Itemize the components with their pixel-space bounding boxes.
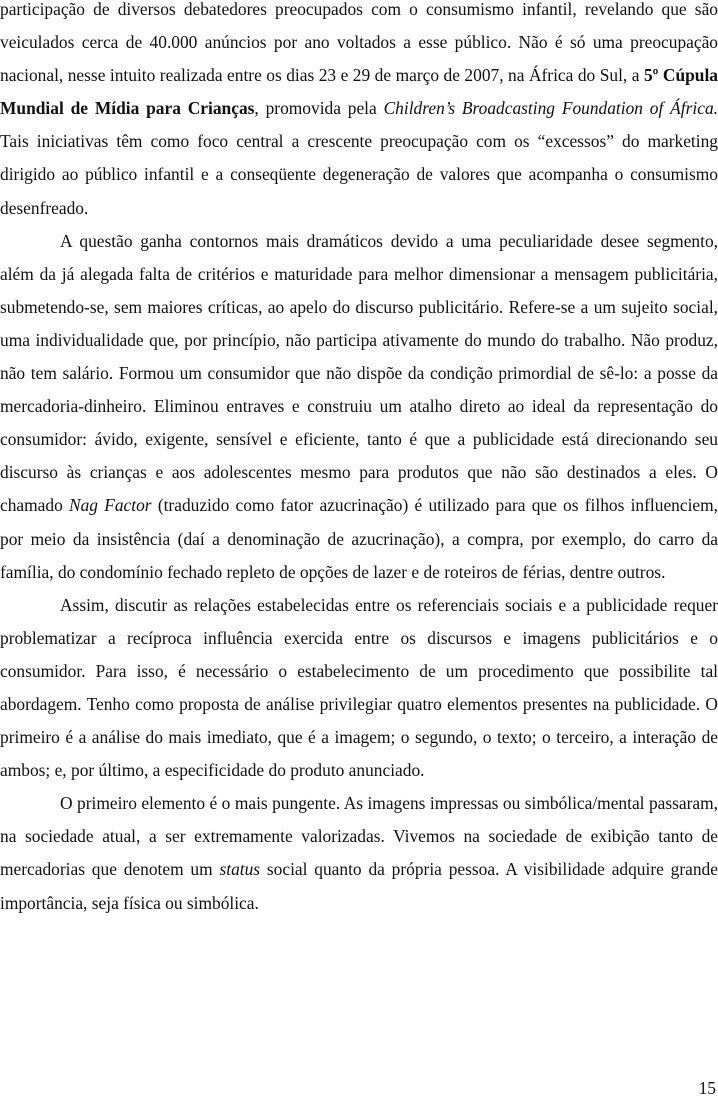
text-run: A questão ganha contornos mais dramáticos devido a uma peculiaridade desee segmento, além da já alegada falta de critérios e maturidade para melhor dimensionar a mensagem publicitária, submetendo-se, sem maiores críticas, ao apelo do discurso publicitário. Refere-se a um sujeito social, uma individualidade que, por princípio, não participa ativamente do mundo do trabalho. Não produz, não tem salário. Formou um consumidor que não dispõe da condição primordial de sê-lo: a posse da mercadoria-dinheiro. Eliminou entraves e construiu um atalho direto ao ideal da representação do consumidor: ávido, exigente, sensível e eficiente, tanto é que a publicidade está direcionando seu discurso às crianças e aos adolescentes mesmo para produtos que não são destinados a eles. O chamado — [0, 230, 718, 516]
text-run: , promovida pela — [254, 98, 384, 119]
paragraph-2 — [0, 225, 718, 589]
organization-name-italic: Children’s Broadcasting Foundation of África. — [383, 98, 718, 119]
paragraph-1 — [0, 0, 718, 225]
text-run: participação de diversos debatedores preocupados com o consumismo infantil, revelando que são veiculados cerca de 40.000 anúncios por ano voltados a esse público. Não é só uma preocupação nacional, nesse intuito realizada entre os dias 23 e 29 de março de 2007, na África do Sul, a — [0, 0, 718, 86]
page-number: 15 — [698, 1078, 716, 1098]
paragraph-4 — [0, 787, 718, 919]
paragraph-3 — [0, 589, 718, 788]
text-run: O primeiro elemento é o mais pungente. As imagens impressas ou simbólica/mental passaram, na sociedade atual, a ser extremamente valorizadas. Vivemos na sociedade de exibição tanto de mercadorias que denotem um — [0, 793, 718, 880]
event-name-bold: 5º Cúpula Mundial de Mídia para Crianças — [0, 65, 718, 119]
text-run: Assim, discutir as relações estabelecidas entre os referenciais sociais e a publicidade requer problematizar a recíproca influência exercida entre os discursos e imagens publicitários e o consumidor. Para isso, é necessário o estabelecimento de um procedimento que possibilite tal abordagem. Tenho como proposta de análise privilegiar quatro elementos presentes na publicidade. O primeiro é a análise do mais imediato, que é a imagem; o segundo, o texto; o terceiro, a interação de ambos; e, por último, a especificidade do produto anunciado. — [0, 594, 718, 781]
term-italic: status — [219, 859, 261, 880]
term-italic: Nag Factor — [69, 495, 152, 516]
text-run: social quanto da própria pessoa. A visibilidade adquire grande importância, seja física ou simbólica. — [0, 859, 718, 913]
text-run: Tais iniciativas têm como foco central a crescente preocupação com os “excessos” do marketing dirigido ao público infantil e a conseqüente degeneração de valores que acompanha o consumismo desenfreado. — [0, 131, 718, 218]
text-run: (traduzido como fator azucrinação) é utilizado para que os filhos influenciem, por meio da insistência (daí a denominação de azucrinação), a compra, por exemplo, do carro da família, do condomínio fechado repleto de opções de lazer e de roteiros de férias, dentre outros. — [0, 495, 718, 582]
